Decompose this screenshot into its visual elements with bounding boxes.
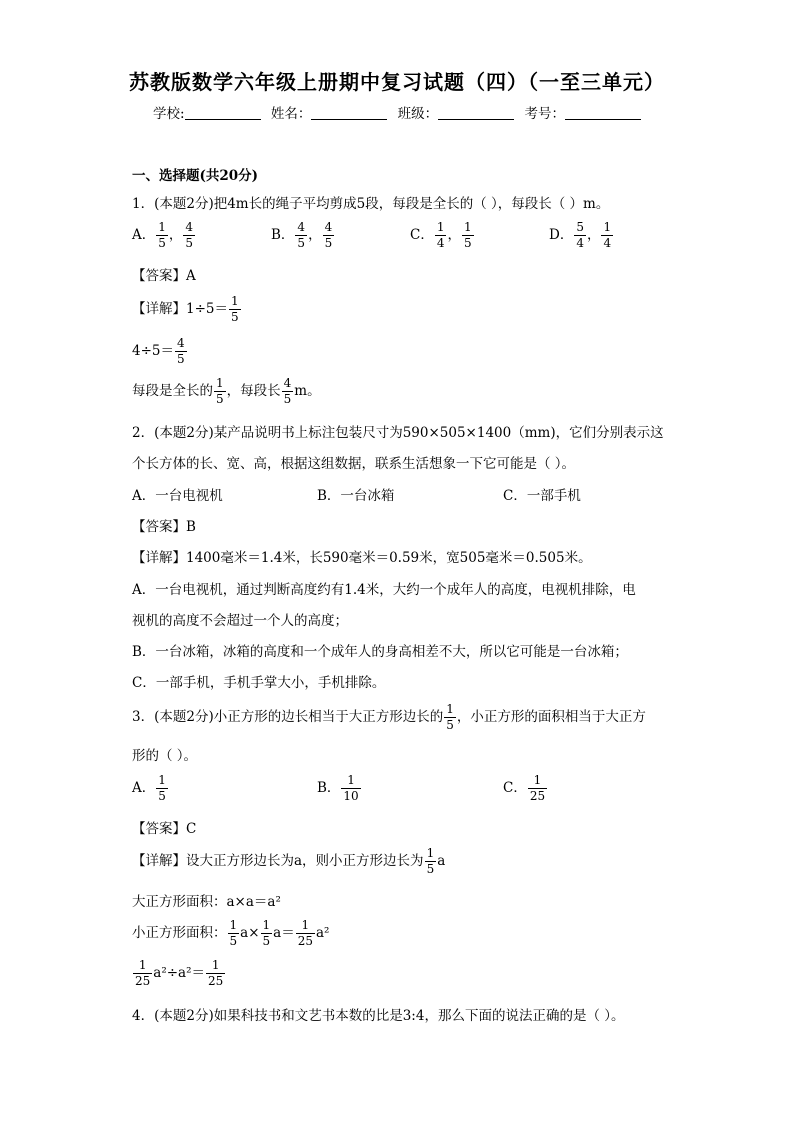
denominator: 25	[297, 934, 313, 948]
q2-stem-line-1: 2．(本题2分)某产品说明书上标注包装尺寸为590×505×1400（mm)，它们分别表示这	[132, 425, 664, 441]
option-letter: A．	[132, 780, 156, 796]
fraction	[435, 220, 447, 251]
exam-no-label: 考号：	[524, 106, 565, 122]
numerator: 1	[216, 376, 224, 390]
q2-detail-b: B．一台冰箱，冰箱的高度和一个成年人的身高相差不大，所以它可能是一台冰箱；	[132, 644, 628, 660]
numerator: 5	[576, 220, 584, 234]
denominator: 5	[446, 718, 454, 732]
fraction	[444, 702, 456, 733]
numerator: 1	[133, 958, 152, 974]
q3-option-a	[132, 773, 169, 804]
separator: ，	[447, 227, 461, 243]
q3-detail-line-1	[132, 846, 445, 877]
q2-option-b: B．一台冰箱	[317, 488, 395, 504]
fraction	[296, 918, 315, 949]
text: ，小正方形的面积相当于大正方	[456, 709, 646, 725]
separator: ，	[168, 227, 183, 243]
fraction	[341, 773, 360, 804]
q3-stem-line-2: 形的（ ）。	[132, 748, 198, 764]
q3-detail-small-area	[132, 918, 329, 949]
denominator: 5	[229, 934, 238, 948]
q3-detail-big-area: 大正方形面积：a×a＝a²	[132, 894, 281, 910]
fraction	[295, 220, 307, 251]
fraction	[183, 220, 195, 251]
text: a＝	[273, 925, 295, 941]
q2-option-c: C．一部手机	[503, 488, 581, 504]
school-label: 学校:	[153, 106, 185, 122]
fraction	[528, 773, 547, 804]
numerator: 1	[229, 918, 238, 932]
fraction	[175, 336, 187, 367]
q2-answer: 【答案】B	[132, 519, 196, 535]
q2-detail: 【详解】1400毫米＝1.4米，长590毫米＝0.59米，宽505毫米＝0.505米。	[132, 550, 592, 566]
text: a²÷a²＝	[153, 965, 206, 981]
option-letter: D．	[549, 227, 574, 243]
page-title: 苏教版数学六年级上册期中复习试题（四）（一至三单元）	[129, 70, 665, 94]
text: a	[437, 853, 446, 869]
q1-detail-line-3	[132, 376, 321, 407]
separator: ，	[586, 227, 601, 243]
q2-detail-a: A．一台电视机，通过判断高度约有1.4米，大约一个成年人的高度，电视机排除，电	[132, 582, 636, 598]
q1-answer: 【答案】A	[132, 268, 196, 284]
q4-stem: 4．(本题2分)如果科技书和文艺书本数的比是3:4，那么下面的说法正确的是（ ）。	[132, 1008, 625, 1024]
text: m。	[294, 383, 321, 399]
text: 【详解】设大正方形边长为a，则小正方形边长为	[132, 853, 424, 869]
denominator: 5	[297, 236, 306, 250]
numerator: 1	[231, 294, 239, 308]
numerator: 4	[283, 376, 292, 390]
fraction	[214, 376, 226, 407]
q2-detail-c: C．一部手机，手机手掌大小，手机排除。	[132, 675, 386, 691]
denominator: 25	[208, 974, 224, 988]
denominator: 4	[603, 236, 612, 250]
numerator: 4	[177, 336, 185, 350]
fraction	[425, 846, 437, 877]
fraction	[282, 376, 294, 407]
denominator: 5	[158, 236, 166, 250]
fraction	[156, 220, 168, 251]
q1-option-b	[271, 220, 335, 251]
denominator: 5	[231, 310, 239, 324]
option-letter: B．	[317, 780, 341, 796]
fraction	[133, 958, 152, 989]
fraction	[229, 294, 241, 325]
fraction	[156, 773, 168, 804]
denominator: 4	[576, 236, 584, 250]
name-blank	[311, 107, 387, 120]
fraction	[574, 220, 586, 251]
section-heading: 一、选择题(共20分)	[132, 168, 259, 184]
denominator: 5	[158, 789, 166, 803]
denominator: 25	[529, 789, 546, 803]
option-letter: C．	[410, 227, 434, 243]
q1-option-d	[549, 220, 614, 251]
denominator: 5	[185, 236, 194, 250]
fraction	[462, 220, 474, 251]
numerator: 1	[446, 702, 454, 716]
numerator: 1	[436, 220, 445, 234]
fraction	[261, 918, 273, 949]
numerator: 1	[158, 773, 166, 787]
exam-no-blank	[565, 107, 641, 120]
fraction	[228, 918, 240, 949]
denominator: 25	[135, 974, 151, 988]
text: a²	[316, 925, 330, 941]
q2-detail-a-cont: 视机的高度不会超过一个人的高度；	[132, 613, 348, 629]
class-blank	[438, 107, 514, 120]
text: 小正方形面积：	[132, 925, 227, 941]
class-label: 班级：	[397, 106, 439, 122]
numerator: 1	[158, 220, 166, 234]
numerator: 1	[603, 220, 612, 234]
denominator: 5	[177, 352, 185, 366]
denominator: 4	[436, 236, 445, 250]
text: 每段是全长的	[132, 383, 213, 399]
name-label: 姓名：	[270, 106, 312, 122]
numerator: 1	[341, 773, 360, 789]
fraction	[323, 220, 335, 251]
expression: 1÷5＝	[186, 301, 228, 317]
denominator: 5	[283, 392, 292, 406]
q3-stem-line-1	[132, 702, 646, 733]
text: a×	[240, 925, 260, 941]
option-letter: A．	[132, 227, 156, 243]
q3-answer: 【答案】C	[132, 821, 197, 837]
school-blank	[185, 107, 261, 120]
denominator: 5	[324, 236, 333, 250]
denominator: 5	[463, 236, 472, 250]
numerator: 1	[206, 958, 225, 974]
student-info-line	[0, 102, 794, 122]
expression: 4÷5＝	[132, 343, 174, 359]
numerator: 1	[528, 773, 547, 789]
numerator: 1	[262, 918, 271, 932]
fraction	[206, 958, 225, 989]
denominator: 5	[426, 862, 435, 876]
q3-detail-ratio	[132, 958, 226, 989]
fraction	[601, 220, 613, 251]
q2-option-a: A．一台电视机	[132, 488, 223, 504]
numerator: 4	[297, 220, 306, 234]
text: ，每段长	[226, 383, 281, 399]
q3-option-b	[317, 773, 362, 804]
numerator: 4	[324, 220, 333, 234]
q1-detail-line-1	[132, 294, 242, 325]
q1-detail-line-2	[132, 336, 188, 367]
detail-label: 【详解】	[132, 301, 186, 317]
option-letter: C．	[503, 780, 527, 796]
denominator: 5	[262, 934, 271, 948]
denominator: 5	[216, 392, 224, 406]
q1-option-c	[410, 220, 475, 251]
option-letter: B．	[271, 227, 295, 243]
q1-option-a	[132, 220, 196, 251]
numerator: 1	[463, 220, 472, 234]
q1-stem: 1．(本题2分)把4m长的绳子平均剪成5段，每段是全长的（ ），每段长（ ）m。	[132, 196, 610, 212]
denominator: 10	[343, 789, 359, 803]
q2-stem-line-2: 个长方体的长、宽、高，根据这组数据，联系生活想象一下它可能是（ ）。	[132, 456, 576, 472]
numerator: 1	[426, 846, 435, 860]
text: 3．(本题2分)小正方形的边长相当于大正方形边长的	[132, 709, 444, 725]
q3-option-c	[503, 773, 548, 804]
separator: ，	[308, 227, 322, 243]
numerator: 4	[185, 220, 194, 234]
numerator: 1	[296, 918, 315, 934]
